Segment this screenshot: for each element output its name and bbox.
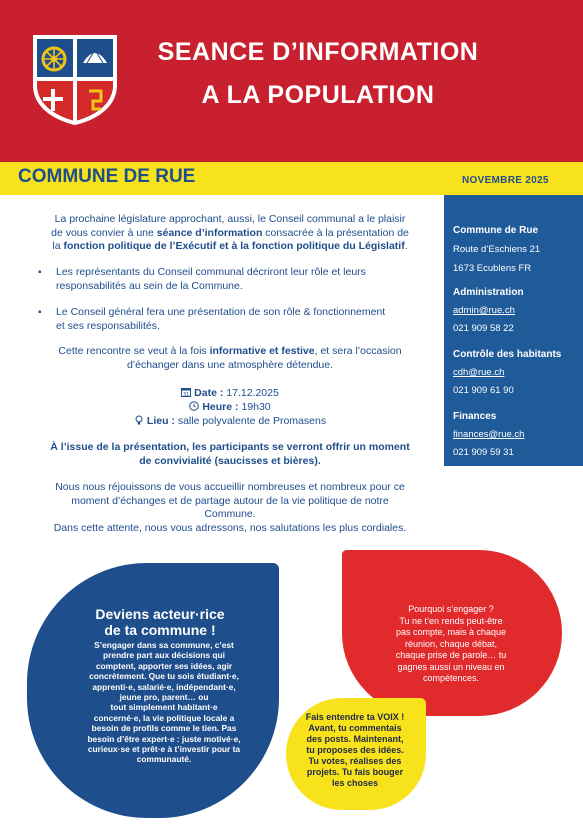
yellow-bubble-line: des posts. Maintenant,: [306, 734, 404, 744]
event-time: Heure : 19h30: [24, 400, 436, 414]
intro-line-1: La prochaine législature approchant, aussi, le Conseil communal a le plaisir: [54, 213, 406, 225]
red-bubble-text: [366, 604, 536, 685]
red-bubble-line: réunion, chaque débat,: [404, 638, 498, 649]
sidebar-commune-title: Commune de Rue: [453, 225, 539, 236]
red-bubble-line: Tu ne t’en rends peut-être: [399, 615, 503, 626]
yellow-bubble-line: tu proposes des idées.: [306, 745, 404, 755]
blue-bubble-line: communauté.: [136, 754, 192, 765]
red-bubble-line: Pourquoi s’engager ?: [408, 604, 494, 614]
blue-bubble-line: besoin d’être expert·e : juste motivé·e,: [87, 733, 241, 744]
yellow-bubble-line: Fais entendre ta VOIX !: [305, 712, 405, 722]
intro-paragraph: [24, 213, 436, 254]
intro-bold-fonction: fonction politique de l’Exécutif et à la fonction politique du Législatif: [63, 240, 405, 252]
red-bubble-line: compétences.: [422, 673, 480, 683]
clock-icon: [189, 401, 199, 411]
rencontre-bold: informative et festive: [209, 345, 315, 357]
lightbulb-icon: [134, 415, 144, 425]
blue-bubble-line: concrètement. Que tu sois étudiant·e,: [89, 671, 239, 682]
coat-of-arms-logo: [31, 33, 119, 127]
sidebar-controle-email-link[interactable]: cdh@rue.ch: [453, 367, 505, 378]
yellow-bubble-text: [288, 712, 422, 789]
rencontre-paragraph: Cette rencontre se veut à la fois informative et festive, et sera l’occasion d’échanger dans une atmosphère détendue.: [58, 345, 402, 371]
bullet-marker: ▪: [38, 267, 42, 278]
red-bubble-line: chaque prise de parole… tu: [395, 650, 507, 660]
sidebar-admin-phone: 021 909 58 22: [453, 323, 514, 334]
yellow-bubble-line: Tu votes, réalises des: [308, 756, 402, 766]
yellow-bubble-line: projets. Tu fais bouger: [306, 767, 404, 777]
sidebar-address-street: Route d’Eschiens 21: [453, 244, 541, 255]
blue-bubble-line: concerné·e, la vie politique locale a: [93, 712, 235, 723]
yellow-bubble-line: les choses: [331, 778, 379, 788]
bullet-marker: ▪: [38, 307, 42, 318]
sidebar-admin-email-link[interactable]: admin@rue.ch: [453, 305, 515, 316]
document-date: NOVEMBRE 2025: [462, 175, 549, 186]
bullet-item: Les représentants du Conseil communal décriront leur rôle et leurs responsabilités au sein de la Commune.: [56, 266, 366, 292]
sidebar-controle-phone: 021 909 61 90: [453, 385, 514, 396]
intro-bold-seance: séance d’information: [156, 226, 263, 239]
blue-bubble-line: tout simplement habitant·e: [110, 702, 218, 713]
blue-bubble-text: [66, 640, 262, 765]
contact-sidebar: [444, 195, 583, 466]
bullet-item: Le Conseil général fera une présentation de son rôle & fonctionnement et ses responsabilités.: [56, 306, 386, 332]
sidebar-admin-title: Administration: [453, 287, 524, 298]
svg-text:31: 31: [183, 392, 190, 397]
apero-paragraph: À l’issue de la présentation, les participants se verront offrir un moment de convivialité (saucisses et bières).: [50, 441, 410, 467]
event-date: 31 Date : 17.12.2025: [183, 387, 279, 399]
red-bubble-line: pas compte, mais à chaque: [395, 627, 507, 637]
closing-paragraph: Nous nous réjouissons de vous accueillir nombreuses et nombreux pour ce moment d’échanges et de partage autour de la vie politique de notre Commune. Dans cette attente, nous vous adressons, nos salutations les plus cordiales.: [53, 481, 407, 534]
red-bubble-line: gagnes aussi un niveau en: [397, 661, 505, 672]
intro-line-3: la fonction politique de l’Exécutif et à la fonction politique du Législatif.: [52, 240, 408, 252]
blue-bubble-line: besoin de profils comme le tien. Pas: [91, 723, 237, 734]
blue-bubble-line: jeune pro, parent… ou: [119, 692, 209, 703]
blue-bubble-line: comptent, apporter ses idées, agir: [95, 660, 233, 671]
sidebar-address-city: 1673 Ecublens FR: [453, 263, 532, 274]
sidebar-finances-title: Finances: [453, 411, 497, 422]
calendar-icon: [181, 387, 191, 397]
blue-bubble-line: curieux·se et prêt·e à t’investir pour ta: [87, 744, 241, 755]
title-line-1: SEANCE D’INFORMATION: [157, 38, 479, 66]
yellow-bubble-line: Avant, tu commentais: [308, 723, 402, 733]
sidebar-finances-phone: 021 909 59 31: [453, 447, 514, 458]
sidebar-controle-title: Contrôle des habitants: [453, 349, 562, 360]
title-line-2: A LA POPULATION: [201, 81, 435, 109]
blue-bubble-line: prendre part aux décisions qui: [103, 650, 225, 661]
event-location: Lieu : salle polyvalente de Promasens: [24, 414, 436, 428]
blue-bubble-line: S’engager dans sa commune, c’est: [94, 640, 234, 650]
blue-bubble-title: Deviens acteur·rice de ta commune !: [95, 606, 225, 638]
blue-bubble-line: apprenti·e, salarié·e, indépendant·e,: [92, 681, 236, 692]
sidebar-finances-email-link[interactable]: finances@rue.ch: [453, 429, 525, 440]
commune-name: COMMUNE DE RUE: [18, 166, 196, 187]
intro-line-2: de vous convier à une séance d’information consacrée à la présentation de: [51, 226, 409, 239]
